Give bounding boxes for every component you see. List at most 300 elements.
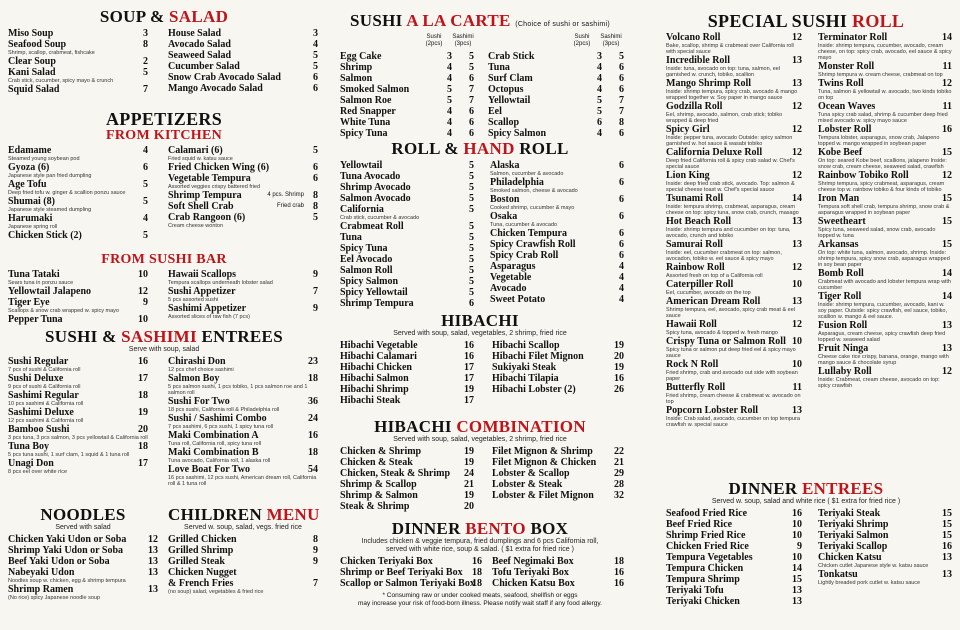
menu-item-row — [818, 541, 952, 552]
menu-item-price: 13 — [942, 343, 952, 354]
menu-item-name: Squid Salad — [8, 84, 60, 95]
menu-item-price: 29 — [614, 468, 624, 479]
menu-item-name: Spicy Salmon — [488, 128, 547, 139]
menu-item-price: 5 — [469, 243, 474, 254]
menu-item-name: Spicy Salmon — [340, 276, 399, 287]
menu-item-name: Unagi Don — [8, 458, 54, 469]
menu-item-name: Fusion Roll — [818, 320, 868, 331]
menu-item-row — [490, 239, 624, 250]
menu-item-price: 17 — [464, 373, 474, 384]
menu-item-name: Hibachi Tilapia — [492, 373, 559, 384]
menu-item-description: Eel, cucumber, avocado on the top — [666, 290, 751, 296]
menu-item-name: Hibachi Calamari — [340, 351, 417, 362]
bento-subtitle-2: served with white rice, soup & salad. ( $1 extra for fried rice ) — [386, 546, 574, 553]
menu-item-row — [666, 262, 802, 273]
menu-item-row — [340, 373, 474, 384]
sashimi-price: 7 — [619, 95, 624, 106]
menu-item — [168, 356, 318, 373]
menu-item-name: Monster Roll — [818, 61, 875, 72]
menu-item-row — [168, 61, 318, 72]
menu-item-row — [340, 171, 474, 182]
menu-item-name: Filet Mignon & Chicken — [492, 457, 597, 468]
menu-item — [666, 585, 802, 596]
menu-item-name: Alaska — [490, 160, 520, 171]
menu-item — [8, 297, 148, 314]
menu-item-price: 11 — [942, 61, 952, 72]
menu-item-name: Teriyaki Tofu — [666, 585, 724, 596]
menu-item-price: 5 — [469, 276, 474, 287]
menu-item — [340, 204, 474, 221]
sashimi-price: 6 — [619, 84, 624, 95]
menu-item — [168, 545, 318, 556]
menu-item-price: 18 — [472, 578, 482, 589]
sushi-price: 5 — [447, 95, 452, 106]
menu-item-row — [168, 212, 318, 223]
menu-item-name: Lion King — [666, 170, 710, 181]
menu-item-name: Shrimp & Salmon — [340, 490, 418, 501]
menu-item-price: 12 — [792, 101, 802, 112]
menu-item-name: Chicken Yaki Udon or Soba — [8, 534, 127, 545]
menu-item-row — [168, 430, 318, 441]
menu-item-row — [818, 32, 952, 43]
menu-item-description: Inside: shrimp tempura, cucumber, avocado, cream cheese, on top: spicy crab, avocado, eel sauce & spicy mayo — [818, 43, 952, 61]
menu-item — [168, 173, 318, 190]
hibachi-right — [492, 340, 624, 395]
menu-item-row — [666, 382, 802, 393]
menu-item — [168, 464, 318, 487]
menu-item — [340, 128, 476, 139]
menu-item-price: 12 — [942, 170, 952, 181]
menu-item-price: 6 — [619, 211, 624, 222]
menu-item-row — [488, 73, 626, 84]
menu-item-price: 11 — [792, 382, 802, 393]
menu-item-name: Snow Crab Avocado Salad — [168, 72, 281, 83]
menu-item-name: Godzilla Roll — [666, 101, 723, 112]
menu-item — [340, 221, 474, 232]
menu-item-row — [168, 269, 318, 280]
menu-item — [666, 405, 802, 428]
menu-item — [490, 272, 624, 283]
menu-item-extra: Fried crab — [276, 203, 304, 209]
menu-item — [168, 212, 318, 229]
menu-item — [340, 254, 474, 265]
menu-item-row — [490, 177, 624, 188]
menu-item-name: Sashimi Regular — [8, 390, 79, 401]
menu-item-row — [818, 78, 952, 89]
menu-item-price: 18 — [308, 373, 318, 384]
menu-item-price: 12 — [792, 262, 802, 273]
menu-item — [8, 390, 148, 407]
menu-item-name: Salmon Roe — [340, 95, 392, 106]
menu-item-row — [818, 124, 952, 135]
menu-item-name: Hawaii Scallops — [168, 269, 237, 280]
menu-item-description: Tempura scallops underneath lobster salad — [168, 280, 273, 286]
menu-item — [168, 269, 318, 286]
menu-item-row — [168, 556, 318, 567]
menu-item-description: Deep fried California roll & spicy crab salad w. Chef's special sauce — [666, 158, 795, 170]
menu-item — [340, 95, 476, 106]
menu-item-price: 10 — [138, 314, 148, 325]
menu-item-description: Bake, scallop, shrimp & crabmeat over California roll with special sauce — [666, 43, 794, 55]
menu-item-price: 12 — [792, 32, 802, 43]
menu-item — [8, 67, 148, 84]
menu-item-name: Arkansas — [818, 239, 859, 250]
hibachi-combination-subtitle: Served with soup, salad, vegetables, 2 shrimp, fried rice — [393, 436, 567, 443]
menu-item — [818, 32, 952, 61]
soup-list — [8, 28, 148, 95]
menu-item-row — [8, 356, 148, 367]
menu-item — [492, 567, 624, 578]
menu-item-price: 18 — [138, 390, 148, 401]
menu-item — [492, 578, 624, 589]
menu-item-description: Tempura lobster, asparagus, snow crab, Jalapeno topped w. mango wrapped in soybean paper — [818, 135, 940, 147]
roll-hand-roll-title: ROLL & HAND ROLL — [391, 139, 569, 158]
menu-item-name: Surf Clam — [488, 73, 533, 84]
menu-item — [818, 552, 952, 569]
menu-item-row — [818, 343, 952, 354]
menu-item-price: 3 — [313, 28, 318, 39]
menu-item-name: Maki Combination B — [168, 447, 259, 458]
menu-item-name: Teriyaki Steak — [818, 508, 881, 519]
menu-item-price: 17 — [464, 362, 474, 373]
menu-item — [340, 276, 474, 287]
menu-item — [666, 336, 802, 359]
menu-item — [818, 170, 952, 193]
rolls-left — [340, 160, 474, 309]
menu-item-description: Shrimp, scallop, crabmeat, fishcake — [8, 50, 95, 56]
hibachi-combination-section — [332, 418, 628, 516]
menu-item-name: Popcorn Lobster Roll — [666, 405, 759, 416]
menu-item-name: Hibachi Chicken — [340, 362, 412, 373]
menu-item-row — [8, 297, 148, 308]
menu-item-row — [168, 413, 318, 424]
menu-item-row — [488, 106, 626, 117]
menu-item-row — [818, 552, 952, 563]
sushi-price: 4 — [447, 117, 452, 128]
menu-item-price: 32 — [614, 490, 624, 501]
menu-item-row — [340, 193, 474, 204]
menu-item-row — [168, 145, 318, 156]
menu-item-row — [340, 117, 476, 128]
menu-item-name: Chicken Teriyaki Box — [340, 556, 433, 567]
menu-item-name: Hawaii Roll — [666, 319, 717, 330]
menu-item-name: House Salad — [168, 28, 222, 39]
menu-item — [168, 413, 318, 430]
menu-item-name: Salmon — [340, 73, 373, 84]
menu-item-name: Pepper Tuna — [8, 314, 63, 325]
menu-item-price: 11 — [942, 101, 952, 112]
menu-item — [8, 424, 148, 441]
sushi-bar-section — [8, 252, 320, 325]
menu-item — [492, 362, 624, 373]
menu-item-description: Tuna, cucumber & avocado — [490, 222, 558, 228]
menu-item-price: 6 — [469, 298, 474, 309]
menu-item-price: 15 — [792, 574, 802, 585]
hibachi-left — [340, 340, 474, 406]
menu-item-row — [666, 574, 802, 585]
column-middle — [332, 0, 628, 630]
menu-item-name: Tuna — [488, 62, 510, 73]
bento-subtitle-1: Includes chicken & veggie tempura, fried dumplings and 6 pcs California roll, — [361, 538, 599, 545]
menu-item-row — [340, 479, 474, 490]
menu-item-name: Chicken, Steak & Shrimp — [340, 468, 451, 479]
menu-item-description: 5 pcs assorted sushi — [168, 297, 219, 303]
menu-item-row — [666, 541, 802, 552]
menu-item — [490, 194, 624, 211]
menu-item-price: 10 — [792, 279, 802, 290]
menu-item-price: 15 — [942, 508, 952, 519]
menu-item — [818, 147, 952, 170]
noodles-list — [8, 534, 158, 601]
menu-item — [8, 196, 148, 213]
menu-item-price: 6 — [313, 83, 318, 94]
menu-item — [340, 567, 482, 578]
menu-item-description: Fried shrimp, crab and avocado out side with soybean paper — [666, 370, 798, 382]
menu-item — [818, 508, 952, 519]
menu-item-name: Shrimp Tempura — [340, 298, 414, 309]
menu-item-price: 17 — [464, 395, 474, 406]
menu-item-price: 16 — [308, 430, 318, 441]
sashimi-price: 6 — [469, 73, 474, 84]
menu-item-name: Philadelphia — [490, 177, 544, 188]
menu-item-name: Mango Shrimp Roll — [666, 78, 752, 89]
menu-item-row — [340, 254, 474, 265]
menu-item-description: Lightly breaded pork cutlet w. katsu sauce — [818, 580, 921, 586]
menu-item-description: Fried squid w. katsu sauce — [168, 156, 233, 162]
menu-item-row — [340, 95, 476, 106]
sushi-price: 4 — [597, 73, 602, 84]
menu-item — [340, 84, 476, 95]
menu-item-row — [666, 147, 802, 158]
menu-item — [488, 128, 626, 139]
menu-item-price: 13 — [942, 320, 952, 331]
menu-item-name: Fruit Ninga — [818, 343, 869, 354]
menu-item-row — [492, 479, 624, 490]
menu-item-price: 19 — [464, 446, 474, 457]
menu-item-name: Shrimp or Beef Teriyaki Box — [340, 567, 463, 578]
menu-item-row — [818, 193, 952, 204]
menu-item-price: 16 — [614, 373, 624, 384]
menu-item-description: Shrimp tempura, spicy crabmeat, asparagus, cream cheese top w. rainbow tobiko & four kinds of tobiko — [818, 181, 945, 193]
soup-salad-section — [8, 8, 320, 116]
from-kitchen-title: FROM KITCHEN — [106, 128, 222, 143]
menu-item-name: Spicy Tuna — [340, 128, 388, 139]
menu-item — [168, 556, 318, 567]
menu-item-row — [666, 530, 802, 541]
menu-item-description: Inside: shrimp tempura, cucumber, avocado, kani w. soy paper. Outside: spicy crawfish, eel sauce, tobiko, scallion w. mango & eel sauce. — [818, 302, 948, 320]
menu-item — [818, 530, 952, 541]
menu-item-name: Crispy Tuna or Salmon Roll — [666, 336, 786, 347]
menu-item-price: 16 — [614, 578, 624, 589]
menu-item-price: 16 — [614, 567, 624, 578]
menu-item-price: 10 — [792, 519, 802, 530]
menu-item-description: Cooked shrimp, cucumber & mayo — [490, 205, 575, 211]
menu-item-row — [340, 276, 474, 287]
menu-item-description: Inside: tuna, avocado on top: tuna, salmon, eel garnished w. crunch, tobiko, scallion — [666, 66, 781, 78]
noodles-subtitle: Served with salad — [55, 524, 111, 531]
a-la-carte-right — [488, 51, 626, 139]
menu-item-price: 14 — [942, 291, 952, 302]
menu-item — [340, 117, 476, 128]
menu-item-row — [492, 468, 624, 479]
menu-item-row — [340, 73, 476, 84]
menu-item — [340, 501, 474, 512]
menu-item-name: Spicy Girl — [666, 124, 710, 135]
menu-item-price: 16 — [138, 356, 148, 367]
menu-item-name: Sweetheart — [818, 216, 866, 227]
menu-item-name: Tiger Eye — [8, 297, 50, 308]
menu-item-price: 7 — [143, 84, 148, 95]
menu-item-name: Fried Chicken Wing (6) — [168, 162, 270, 173]
menu-item-row — [666, 55, 802, 66]
menu-item-row — [818, 366, 952, 377]
menu-item-name: Seafood Fried Rice — [666, 508, 748, 519]
menu-item-description: 5 pcs salmon sushi, 1 pcs tobiko, 1 pcs salmon roe and 1 salmon roll — [168, 384, 308, 396]
menu-item-row — [818, 61, 952, 72]
menu-item-row — [168, 28, 318, 39]
menu-item — [666, 101, 802, 124]
menu-item — [168, 50, 318, 61]
menu-item-price: 6 — [143, 162, 148, 173]
special-rolls-right — [818, 32, 952, 389]
sushi-entrees-section — [8, 328, 320, 506]
menu-item-price: 18 — [308, 447, 318, 458]
menu-item-name: Shrimp Fried Rice — [666, 530, 746, 541]
menu-item-price: 13 — [148, 556, 158, 567]
menu-item-price: 5 — [469, 232, 474, 243]
menu-item — [8, 213, 148, 230]
menu-item-row — [340, 298, 474, 309]
menu-item-name: Scallop or Salmon Teriyaki Box — [340, 578, 475, 589]
menu-item — [340, 243, 474, 254]
menu-item-name: Chicken Fried Rice — [666, 541, 749, 552]
menu-item-price: 5 — [469, 193, 474, 204]
menu-item-price: 5 — [469, 204, 474, 215]
menu-item — [666, 563, 802, 574]
menu-item — [340, 182, 474, 193]
menu-item-row — [168, 567, 318, 578]
menu-item-price: 13 — [792, 585, 802, 596]
sashimi-price: 5 — [469, 51, 474, 62]
menu-item — [490, 294, 624, 305]
menu-item-row — [666, 296, 802, 307]
menu-item — [666, 170, 802, 193]
menu-item-name: Volcano Roll — [666, 32, 721, 43]
menu-item-price: 12 — [138, 286, 148, 297]
menu-item-name: Shrimp Tempura — [168, 190, 242, 201]
menu-item-name: Yellowtail — [340, 160, 383, 171]
menu-item-name: Seaweed Salad — [168, 50, 232, 61]
menu-item — [168, 567, 318, 578]
menu-item-name: Iron Man — [818, 193, 860, 204]
menu-item-name: Shrimp Ramen — [8, 584, 74, 595]
menu-item-row — [666, 552, 802, 563]
menu-item-description: Asparagus, cream cheese, spicy crawfish deep fried topped w. seaweed salad — [818, 331, 946, 343]
menu-item-price: 6 — [313, 173, 318, 184]
bento-section — [332, 520, 628, 608]
menu-item-name: Crabmeat Roll — [340, 221, 404, 232]
menu-item-name: Tofu Teriyaki Box — [492, 567, 569, 578]
menu-item-row — [168, 162, 318, 173]
menu-item — [168, 430, 318, 447]
menu-item — [818, 193, 952, 216]
menu-item-price: 20 — [138, 424, 148, 435]
menu-item-price: 18 — [138, 441, 148, 452]
menu-item-row — [8, 286, 148, 297]
menu-item — [488, 106, 626, 117]
menu-item — [168, 28, 318, 39]
menu-item — [666, 359, 802, 382]
menu-item-description: Scallops & snow crab wrapped w. spicy mayo — [8, 308, 119, 314]
menu-item — [8, 28, 148, 39]
menu-item-price: 13 — [942, 569, 952, 580]
menu-item-price: 8 — [313, 201, 318, 212]
menu-item-name: Sushi / Sashimi Combo — [168, 413, 267, 424]
dinner-entrees-section — [658, 480, 954, 618]
menu-item — [818, 519, 952, 530]
menu-item-name: Harumaki — [8, 213, 53, 224]
menu-item-price: 8 — [143, 39, 148, 50]
menu-item-name: Grilled Shrimp — [168, 545, 234, 556]
menu-item-price: 12 — [148, 534, 158, 545]
menu-item — [818, 291, 952, 320]
menu-item-name: Teriyaki Scallop — [818, 541, 888, 552]
menu-item-row — [340, 578, 482, 589]
menu-item-name: Red Snapper — [340, 106, 396, 117]
menu-item — [492, 373, 624, 384]
menu-item-price: 15 — [942, 216, 952, 227]
menu-item — [818, 366, 952, 389]
menu-item — [666, 596, 802, 607]
sushi-entrees-title: SUSHI & SASHIMI ENTREES — [45, 327, 283, 346]
menu-item-name: Tiger Roll — [818, 291, 862, 302]
menu-item-row — [488, 84, 626, 95]
menu-item-description: 7 pcs sashimi, 6 pcs sushi, 1 spicy tuna roll — [168, 424, 274, 430]
menu-item-row — [818, 216, 952, 227]
menu-item-row — [340, 468, 474, 479]
menu-item-row — [490, 272, 624, 283]
hibachi-combination-title: HIBACHI COMBINATION — [374, 417, 586, 436]
menu-item-price: 14 — [942, 268, 952, 279]
menu-item-row — [168, 303, 318, 314]
menu-item-name: Avocado Salad — [168, 39, 231, 50]
menu-item-row — [490, 194, 624, 205]
menu-item-row — [8, 230, 148, 241]
menu-item-row — [666, 336, 802, 347]
menu-item-name: Butterfly Roll — [666, 382, 726, 393]
menu-item-row — [168, 464, 318, 475]
sushi-price: 5 — [447, 84, 452, 95]
menu-item-row — [488, 117, 626, 128]
menu-item-name: Lobster Roll — [818, 124, 872, 135]
menu-item-price: 10 — [792, 336, 802, 347]
menu-item-price: 7 — [313, 286, 318, 297]
menu-item-description: 18 pcs sushi, California roll & Philadelphia roll — [168, 407, 280, 413]
menu-item-row — [8, 67, 148, 78]
menu-item-price: 6 — [619, 160, 624, 171]
menu-item — [168, 39, 318, 50]
menu-item-name: Ocean Waves — [818, 101, 876, 112]
menu-item-price: 5 — [143, 67, 148, 78]
sashimi-price: 6 — [619, 62, 624, 73]
bento-right — [492, 556, 624, 589]
menu-item — [490, 228, 624, 239]
menu-item-description: Shrimp tempura w. cream cheese, crabmeat on top — [818, 72, 943, 78]
menu-item-row — [340, 556, 482, 567]
menu-item-name: Shrimp — [340, 62, 373, 73]
menu-item-name: Hibachi Salmon — [340, 373, 409, 384]
menu-item-row — [492, 351, 624, 362]
